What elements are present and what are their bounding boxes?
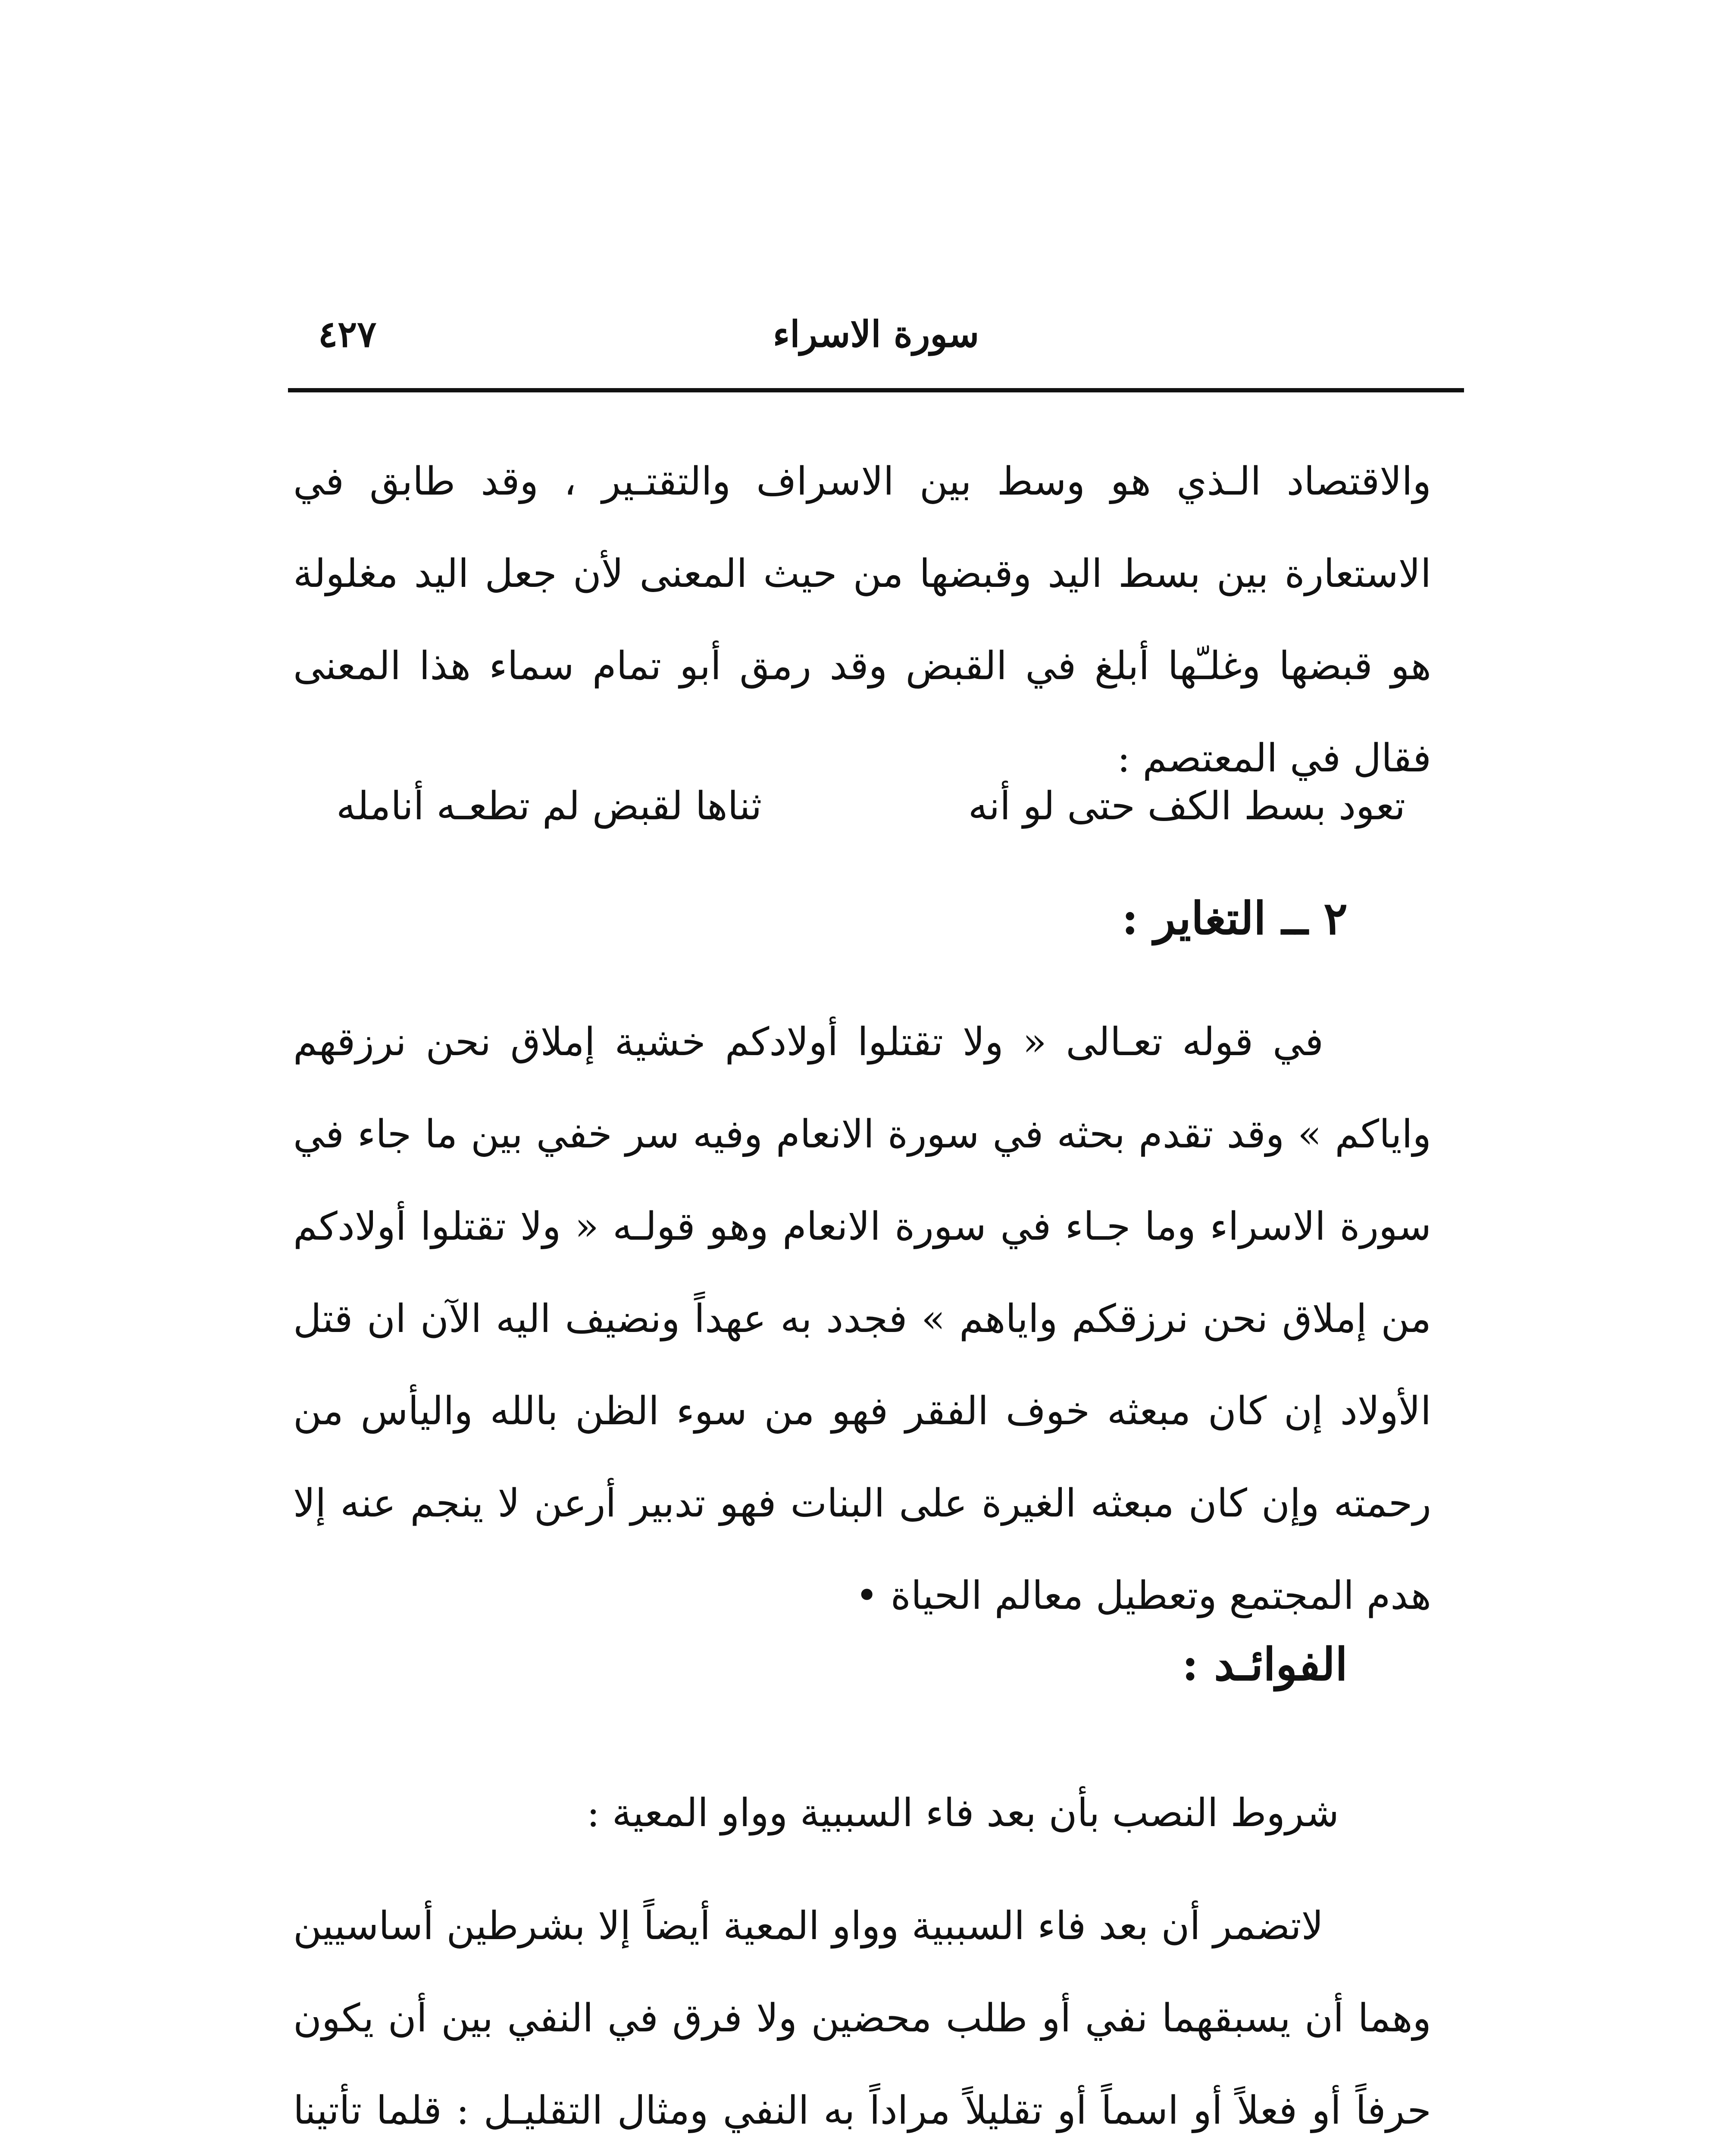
paragraph-istiara: والاقتصاد الـذي هو وسط بين الاسراف والتقتـير ، وقد طابق في الاستعارة بين بسط اليد وقبضها من حيث المعنى لأن جعل اليد مغلولة هو قبضها وغلـّها أبلغ في القبض وقد رمق أبو تمام سماء هذا المعنى فقال في المعتصم : xyxy=(293,459,1431,781)
running-title: سورة الاسراء xyxy=(773,313,979,355)
poetry-verse xyxy=(336,772,1405,841)
section-heading-fawaid: الفوائـد : xyxy=(1182,1638,1348,1691)
verse-first-hemistich: تعود بسط الكف حتى لو أنه xyxy=(968,783,1405,829)
page-header xyxy=(288,302,1464,367)
paragraph-nasb-conditions: لاتضمر أن بعد فاء السببية وواو المعية أيضاً إلا بشرطين أساسيين وهما أن يسبقهما نفي أو طلب محضين ولا فرق في النفي بين أن يكون حرفاً أو فعلاً أو اسماً أو تقليلاً مراداً به النفي ومثال التقليـل : قلما تأتينا xyxy=(293,1903,1431,2133)
benefits-subheading: شروط النصب بأن بعد فاء السببية وواو المعية : xyxy=(586,1790,1339,1836)
page-number: ٤٢٧ xyxy=(318,313,377,355)
paragraph-taghayur: في قوله تعـالى « ولا تقتلوا أولادكم خشية إملاق نحن نرزقهم واياكم » وقد تقدم بحثه في سورة الانعام وفيه سر خفي بين ما جاء في سورة الاسراء وما جـاء في سورة الانعام وهو قولـه « ولا تقتلوا أولادكم من إملاق نحن نرزقكم واياهم » فجدد به عهداً ونضيف اليه الآن ان قتل الأولاد إن كان مبعثه خوف الفقر فهو من سوء الظن بالله واليأس من رحمته وإن كان مبعثه الغيرة على البنات فهو تدبير أرعن لا ينجم عنه إلا هدم المجتمع وتعطيل معالم الحياة • xyxy=(293,1019,1431,1618)
header-rule xyxy=(288,388,1464,392)
verse-second-hemistich: ثناها لقبض لم تطعـه أنامله xyxy=(336,783,762,829)
section-heading-taghayur: ٢ ــ التغاير : xyxy=(1122,892,1348,945)
